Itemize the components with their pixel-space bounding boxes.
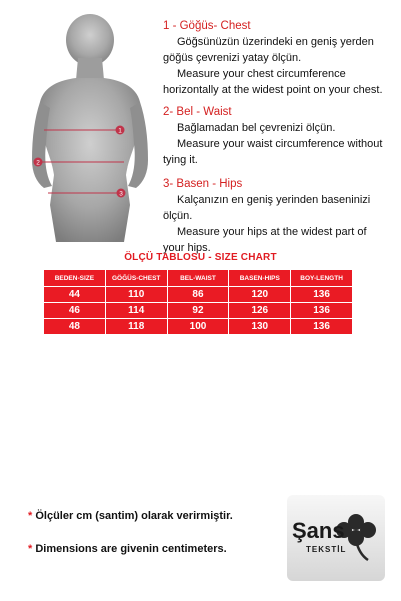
- waist-marker-label: 2: [36, 159, 40, 167]
- header-waist: BEL-WAIST: [167, 270, 229, 287]
- table-row: [44, 287, 353, 303]
- header-chest: GÖĞÜS-CHEST: [105, 270, 167, 287]
- table-header-row: [44, 270, 353, 287]
- note-asterisk: *: [28, 510, 33, 522]
- cell-size: 46: [44, 303, 106, 319]
- chest-line: göğüs çevrenizi yatay ölçün.: [163, 52, 302, 64]
- note-asterisk: *: [28, 543, 33, 555]
- cell-length: 136: [291, 287, 353, 303]
- waist-marker: [34, 158, 43, 167]
- cell-length: 136: [291, 319, 353, 335]
- sans-tekstil-logo: [286, 494, 386, 582]
- cell-waist: 100: [167, 319, 229, 335]
- cell-waist: 86: [167, 287, 229, 303]
- chest-marker: [116, 126, 125, 135]
- waist-line: tying it.: [163, 154, 198, 166]
- cell-waist: 92: [167, 303, 229, 319]
- body-measurement-figure: [20, 10, 160, 245]
- waist-heading: 2- Bel - Waist: [163, 106, 232, 118]
- cell-hips: 130: [229, 319, 291, 335]
- hips-line: Measure your hips at the widest part of: [177, 226, 367, 238]
- cell-size: 48: [44, 319, 106, 335]
- hips-line: Kalçanızın en geniş yerinden baseninizi: [177, 194, 371, 206]
- units-note-en: [28, 543, 227, 555]
- cell-length: 136: [291, 303, 353, 319]
- table-row: [44, 319, 353, 335]
- chest-line: Göğsünüzün üzerindeki en geniş yerden: [177, 36, 374, 48]
- units-note-tr: [28, 510, 233, 522]
- size-chart-table: [43, 269, 353, 335]
- cell-hips: 126: [229, 303, 291, 319]
- cell-chest: 110: [105, 287, 167, 303]
- logo-brand: Şans: [292, 518, 345, 543]
- hips-line: ölçün.: [163, 210, 193, 222]
- hips-heading: 3- Basen - Hips: [163, 178, 243, 190]
- size-chart-title: ÖLÇÜ TABLOSU - SIZE CHART: [124, 252, 277, 263]
- logo-subtitle: TEKSTİL: [306, 545, 347, 554]
- mannequin-silhouette: [32, 14, 148, 242]
- chest-marker-label: 1: [118, 127, 122, 135]
- header-length: BOY-LENGTH: [291, 270, 353, 287]
- note-text: Ölçüler cm (santim) olarak verirmiştir.: [35, 510, 233, 522]
- waist-line: Bağlamadan bel çevrenizi ölçün.: [177, 122, 336, 134]
- cell-chest: 114: [105, 303, 167, 319]
- waist-instructions: [163, 104, 382, 168]
- header-size: BEDEN-SIZE: [44, 270, 106, 287]
- hips-instructions: [163, 176, 370, 256]
- cell-hips: 120: [229, 287, 291, 303]
- table-row: [44, 303, 353, 319]
- chest-instructions: [163, 18, 383, 98]
- header-hips: BASEN-HIPS: [229, 270, 291, 287]
- chest-line: horizontally at the widest point on your chest.: [163, 84, 383, 96]
- note-text: Dimensions are givenin centimeters.: [35, 543, 227, 555]
- hips-line: your hips.: [163, 242, 211, 254]
- cell-size: 44: [44, 287, 106, 303]
- hips-marker: [117, 189, 126, 198]
- chest-heading: 1 - Göğüs- Chest: [163, 20, 251, 32]
- hips-marker-label: 3: [119, 190, 123, 198]
- waist-line: Measure your waist circumference without: [177, 138, 383, 150]
- chest-line: Measure your chest circumference: [177, 68, 346, 80]
- cell-chest: 118: [105, 319, 167, 335]
